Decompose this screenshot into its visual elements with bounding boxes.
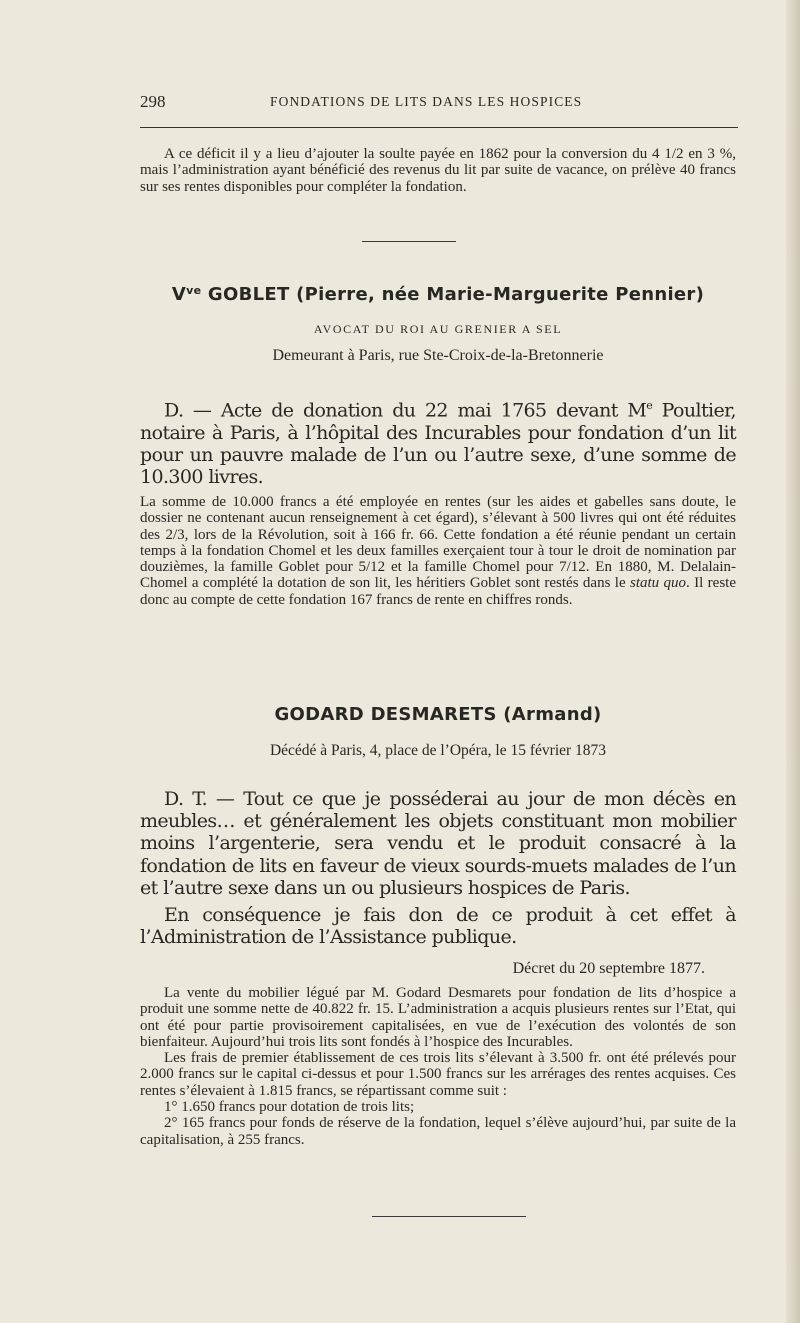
entry-2-testament-p1: D. T. — Tout ce que je posséderai au jour de mon décès en meubles… et généralement les objets constituant mon mobilier moins l’argenterie, sera vendu et le produit consacré à la fondation de lits en faveur de vieux sourds-muets malades de l’un et l’autre sexe dans un ou plusieurs hospices de Paris.	[140, 788, 736, 899]
entry-2-item-2: 2° 165 francs pour fonds de réserve de la fondation, lequel s’élève aujourd’hui, par suite de la capitalisation, à 255 francs.	[140, 1115, 736, 1148]
entry-2-note-block	[140, 985, 736, 1148]
entry-2-decree: Décret du 20 septembre 1877.	[512, 960, 705, 977]
separator-2	[372, 1216, 526, 1217]
header-rule	[140, 127, 738, 128]
entry-1-name: $V^{ve}$ GOBLET (Pierre, née Marie-Marguerite Pennier)	[171, 284, 705, 305]
entry-1-note-block	[140, 494, 736, 608]
entry-1-note: La somme de 10.000 francs a été employée en rentes (sur les aides et gabelles sans doute, le dossier ne contenant aucun renseignement à cet égard), s’élevant à 500 livres qui ont été réduites des 2/3, lors de la Révolution, soit à 166 fr. 66. Cette fondation a été réunie pendant un certain temps à la fondation Chomel et les deux familles exerçaient tour à tour le droit de nomination par douzièmes, la famille Goblet pour 5/12 et la famille Chomel pour 7/12. En 1880, M. Delalain-Chomel a complété la dotation de son lit, les héritiers Goblet sont restés dans le statu quo. Il reste donc au compte de cette fondation 167 francs de rente en chiffres ronds.	[140, 494, 736, 608]
page-edge	[786, 0, 800, 1323]
entry-1-title: AVOCAT DU ROI AU GRENIER A SEL	[313, 322, 563, 336]
entry-1-deed-block	[140, 395, 736, 488]
page-number: 298	[140, 92, 166, 111]
entry-2-death: Décédé à Paris, 4, place de l’Opéra, le 15 février 1873	[269, 742, 607, 759]
entry-2-note-p1: La vente du mobilier légué par M. Godard Desmarets pour fondation de lits d’hospice a produit une somme nette de 40.822 fr. 15. L’administration a acquis plusieurs rentes sur l’Etat, qui ont été pour partie provisoirement capitalisées, en vue de l’exécution des volontés de son bienfaiteur. Aujourd’hui trois lits sont fondés à l’hospice des Incurables.	[140, 985, 736, 1050]
entry-2-name: GODARD DESMARETS (Armand)	[274, 704, 602, 725]
entry-2-testament-block	[140, 788, 736, 948]
entry-1-deed: D. — Acte de donation du 22 mai 1765 devant Me Poultier, notaire à Paris, à l’hôpital des Incurables pour fondation d’un lit pour un pauvre malade de l’un ou l’autre sexe, d’une somme de 10.300 livres.	[140, 399, 736, 488]
entry-2-note-p2: Les frais de premier établissement de ces trois lits s’élevant à 3.500 fr. ont été prélevés pour 2.000 francs sur le capital ci-dessus et pour 1.500 francs sur les arrérages des rentes acquises. Ces rentes s’élevaient à 1.815 francs, se répartissant comme suit :	[140, 1050, 736, 1099]
separator-1	[362, 241, 456, 242]
page-header	[140, 92, 736, 118]
entry-1-address: Demeurant à Paris, rue Ste-Croix-de-la-Bretonnerie	[272, 347, 604, 364]
entry-2-testament-p2: En conséquence je fais don de ce produit à cet effet à l’Administration de l’Assistance publique.	[140, 904, 736, 949]
intro-note-block	[140, 146, 736, 195]
running-title: FONDATIONS DE LITS DANS LES HOSPICES	[270, 94, 583, 109]
intro-note: A ce déficit il y a lieu d’ajouter la soulte payée en 1862 pour la conversion du 4 1/2 en 3 %, mais l’administration ayant bénéficié des revenus du lit par suite de vacance, on prélève 40 francs sur ses rentes disponibles pour compléter la fondation.	[140, 146, 736, 195]
entry-2-item-1: 1° 1.650 francs pour dotation de trois lits;	[164, 1099, 415, 1116]
